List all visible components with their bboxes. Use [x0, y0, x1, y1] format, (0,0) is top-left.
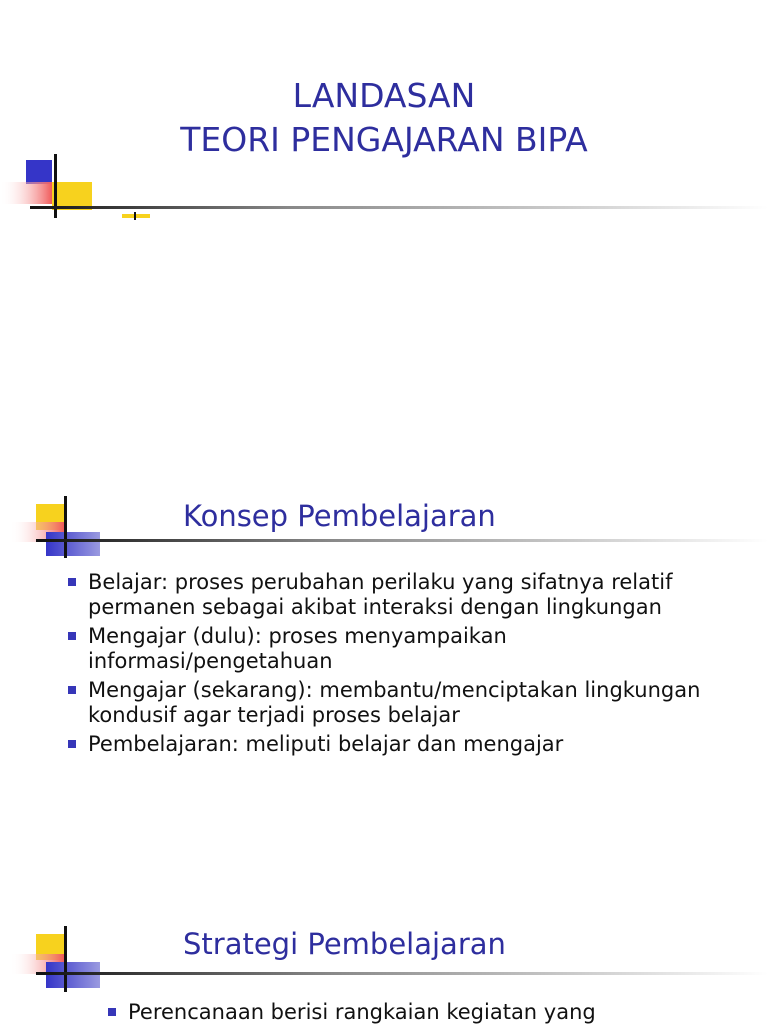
title-line-1: LANDASAN: [292, 76, 476, 115]
list-item: [66, 570, 706, 620]
konsep-bullet-list: [66, 570, 706, 761]
list-item: [66, 678, 706, 728]
title-slide: [0, 0, 768, 460]
list-item-text: Pembelajaran: meliputi belajar dan mengajar: [88, 732, 564, 756]
list-item-text: Mengajar (dulu): proses menyampaikan informasi/pengetahuan: [88, 624, 507, 673]
bullet-square-icon: [108, 1008, 116, 1016]
list-item: [106, 1000, 706, 1024]
title-slide-heading: [0, 74, 768, 162]
strategi-title: Strategi Pembelajaran: [183, 927, 506, 961]
list-item: [66, 624, 706, 674]
strategi-bullet-list: [106, 1000, 706, 1024]
konsep-slide: [0, 480, 768, 880]
list-item-text: Mengajar (sekarang): membantu/menciptakan lingkungan kondusif agar terjadi proses belajar: [88, 678, 701, 727]
list-item-text: Belajar: proses perubahan perilaku yang sifatnya relatif permanen sebagai akibat interaksi dengan lingkungan: [88, 570, 673, 619]
slide-decoration-icon: [0, 150, 768, 230]
bullet-square-icon: [68, 632, 76, 640]
list-item: [66, 732, 706, 757]
strategi-slide: [0, 910, 768, 1024]
title-line-2: TEORI PENGAJARAN BIPA: [180, 120, 588, 159]
bullet-square-icon: [68, 686, 76, 694]
bullet-square-icon: [68, 740, 76, 748]
list-item-text: Perencanaan berisi rangkaian kegiatan yang: [128, 1000, 596, 1024]
bullet-square-icon: [68, 578, 76, 586]
konsep-title: Konsep Pembelajaran: [183, 499, 496, 533]
